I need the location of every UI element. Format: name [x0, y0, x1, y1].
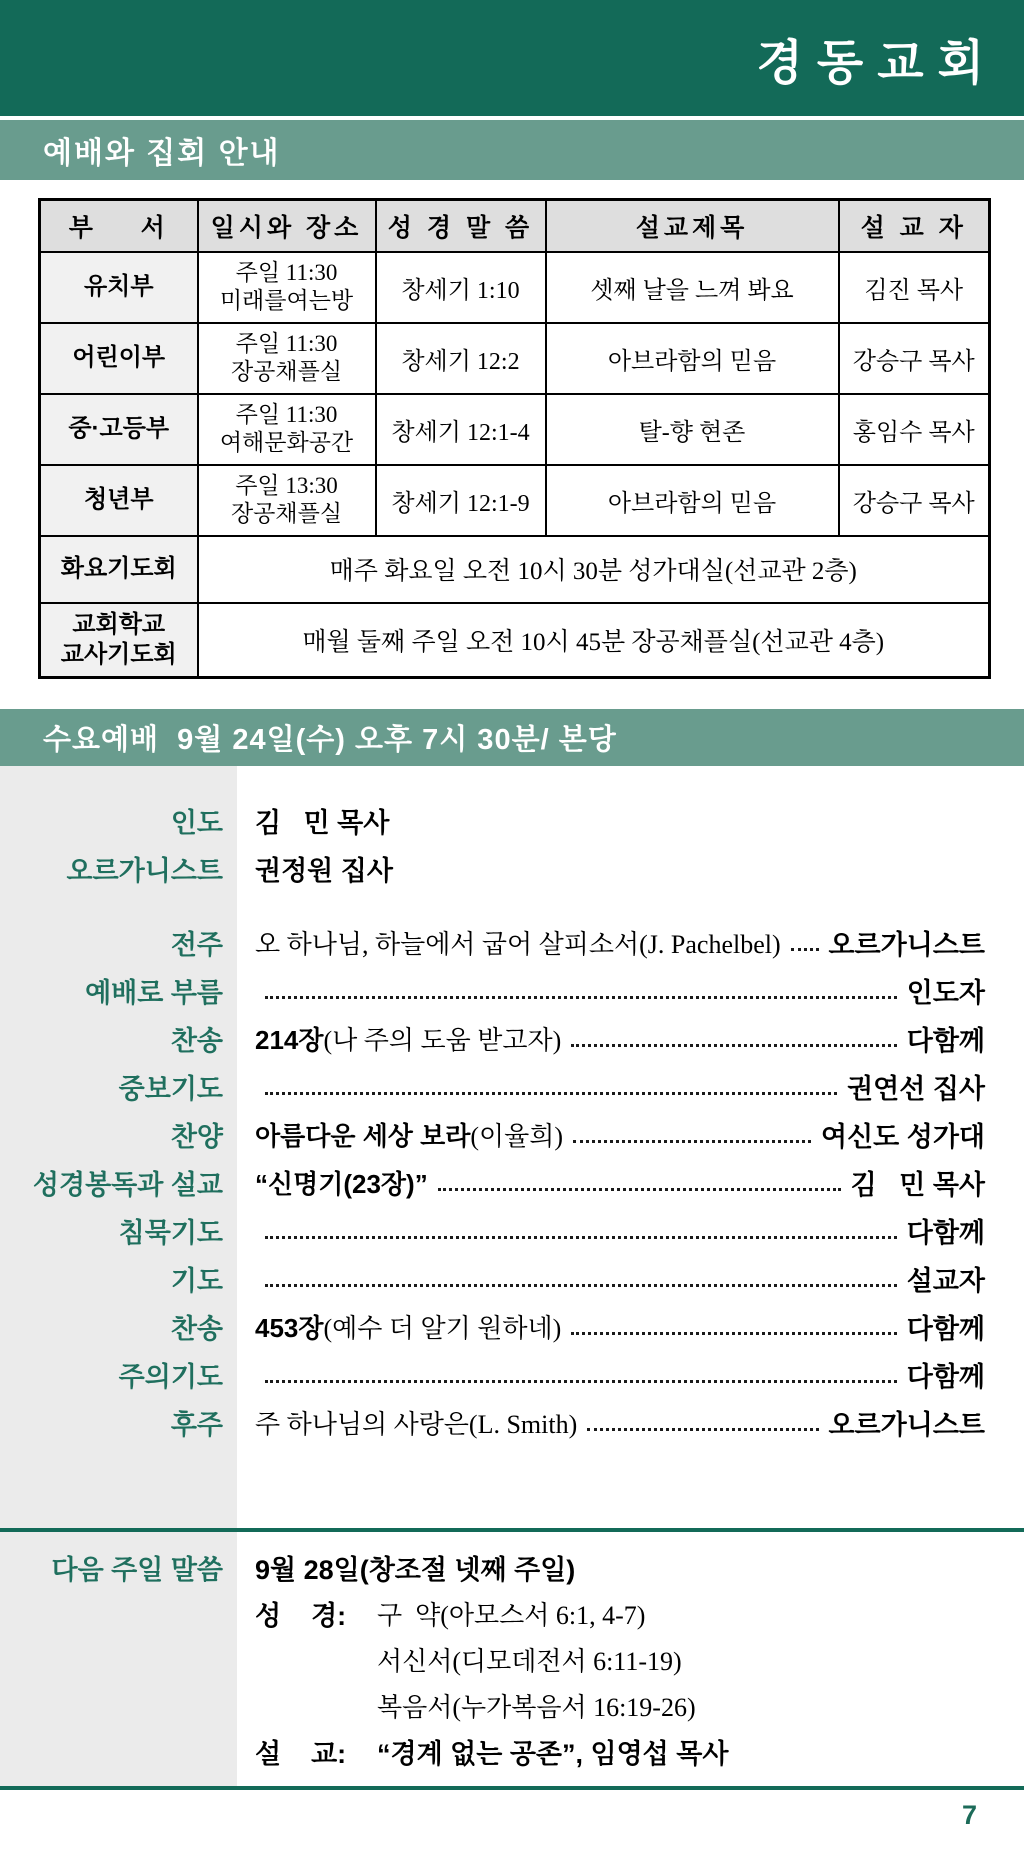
dept-cell [40, 603, 198, 678]
meeting-info-cell: 매주 화요일 오전 10시 30분 성가대실(선교관 2층) [198, 536, 990, 603]
meeting-info-cell: 매월 둘째 주일 오전 10시 45분 장공채플실(선교관 4층) [198, 603, 990, 678]
order-row [0, 1014, 1024, 1062]
sermon-title-cell: 아브라함의 믿음 [546, 465, 839, 536]
dotted-leader [571, 1317, 897, 1335]
order-performer: 다함께 [906, 1025, 985, 1056]
order-item-subtitle: (예수 더 알기 원하네) [323, 1313, 562, 1343]
sermon-label: 설 교: [255, 1738, 347, 1769]
dotted-leader [438, 1173, 841, 1191]
order-item-body [237, 1115, 1024, 1154]
order-row [0, 844, 1024, 892]
scripture-gospel: 복음서(누가복음서 16:19-26) [377, 1692, 696, 1722]
dotted-leader [571, 1029, 897, 1047]
next-week-label: 다음 주일 말씀 [51, 1554, 223, 1585]
preacher-cell: 김진 목사 [839, 252, 990, 323]
dept-line: 교회학교 [72, 610, 166, 638]
order-performer: 다함께 [906, 1313, 985, 1344]
dotted-leader [265, 1077, 837, 1095]
next-week-scripture-row [0, 1636, 1024, 1682]
order-of-worship [0, 766, 1024, 1528]
order-item-body [237, 1259, 1024, 1298]
order-performer: 인도자 [906, 977, 985, 1008]
sermon-title-and-preacher: “경계 없는 공존”, 임영섭 목사 [377, 1738, 729, 1769]
order-performer: 여신도 성가대 [821, 1121, 985, 1152]
wednesday-service-bar [0, 709, 1024, 766]
next-week-scripture-row [0, 1590, 1024, 1636]
sermon-title-cell: 아브라함의 믿음 [546, 323, 839, 394]
order-item-label: 찬송 [170, 1313, 223, 1344]
next-week-section [0, 1532, 1024, 1786]
wednesday-service-title: 수요예배 9월 24일(수) 오후 7시 30분/ 본당 [43, 724, 617, 756]
sermon-title-cell: 셋째 날을 느껴 봐요 [546, 252, 839, 323]
dept-cell [40, 536, 198, 603]
next-week-scripture-row [0, 1682, 1024, 1728]
scripture-old-testament: 구 약(아모스서 6:1, 4-7) [377, 1600, 646, 1630]
time-place-cell [198, 394, 376, 465]
table-header-cell: 설 교 자 [839, 200, 990, 252]
footer [0, 1790, 1024, 1841]
order-item-title: 453장 [255, 1312, 324, 1343]
dept-cell: 유치부 [40, 252, 198, 323]
order-row [0, 1254, 1024, 1302]
order-performer: 오르가니스트 [828, 1409, 985, 1440]
order-row [0, 1158, 1024, 1206]
scripture-label: 성 경: [255, 1600, 347, 1631]
order-item-text: 주 하나님의 사랑은(L. Smith) [255, 1409, 578, 1439]
time-place-line: 주일 11:30 [235, 259, 338, 285]
dotted-leader [573, 1125, 811, 1143]
table-row [40, 323, 990, 394]
order-row [0, 1398, 1024, 1446]
order-row [0, 1350, 1024, 1398]
order-performer: 다함께 [906, 1361, 985, 1392]
order-item-label: 찬송 [170, 1025, 223, 1056]
order-item-body [237, 923, 1024, 962]
order-item-body [237, 1355, 1024, 1394]
order-item-title: 아름다운 세상 보라 [255, 1120, 471, 1151]
order-value: 김 민 목사 [255, 807, 390, 838]
preacher-cell: 강승구 목사 [839, 323, 990, 394]
order-item-body [237, 801, 1024, 840]
dotted-leader [265, 1221, 897, 1239]
order-performer: 김 민 목사 [850, 1169, 985, 1200]
order-item-body [237, 971, 1024, 1010]
order-item-label: 오르가니스트 [66, 855, 223, 886]
table-row [40, 603, 990, 678]
service-schedule-table [38, 198, 991, 679]
order-performer: 권연선 집사 [847, 1073, 985, 1104]
time-place-cell [198, 465, 376, 536]
sermon-title-cell: 탈-향 현존 [546, 394, 839, 465]
table-header-cell: 일시와 장소 [198, 200, 376, 252]
order-row [0, 1302, 1024, 1350]
time-place-line: 장공채플실 [230, 501, 343, 526]
next-week-date: 9월 28일(창조절 넷째 주일) [255, 1554, 576, 1585]
table-row [40, 394, 990, 465]
church-logo: 경동교회 [756, 34, 998, 91]
scripture-cell: 창세기 12:1-9 [376, 465, 546, 536]
order-item-label: 전주 [170, 929, 223, 960]
preacher-cell: 강승구 목사 [839, 465, 990, 536]
next-week-sermon-row [0, 1728, 1024, 1774]
dept-line: 교사기도회 [60, 640, 177, 668]
order-item-label: 찬양 [170, 1121, 223, 1152]
order-item-label: 예배로 부름 [85, 977, 223, 1008]
table-header-cell: 성 경 말 씀 [376, 200, 546, 252]
order-item-subtitle: (나 주의 도움 받고자) [323, 1025, 562, 1055]
order-item-title: 214장 [255, 1024, 324, 1055]
table-header-cell: 부 서 [40, 200, 198, 252]
order-row [0, 1062, 1024, 1110]
time-place-line: 주일 13:30 [235, 472, 338, 498]
order-value: 권정원 집사 [255, 855, 393, 886]
order-row [0, 966, 1024, 1014]
time-place-cell [198, 323, 376, 394]
dept-cell: 중·고등부 [40, 394, 198, 465]
dept-line: 화요기도회 [60, 555, 177, 582]
scripture-epistle: 서신서(디모데전서 6:11-19) [377, 1646, 682, 1676]
order-item-label: 주의기도 [118, 1361, 223, 1392]
dotted-leader [265, 981, 897, 999]
dotted-leader [587, 1413, 818, 1431]
order-item-body [237, 1067, 1024, 1106]
order-item-label: 후주 [170, 1409, 223, 1440]
order-performer: 오르가니스트 [828, 929, 985, 960]
table-row [40, 536, 990, 603]
order-item-body [237, 849, 1024, 888]
order-item-body [237, 1403, 1024, 1442]
dotted-leader [791, 933, 819, 951]
order-row [0, 796, 1024, 844]
scripture-cell: 창세기 12:1-4 [376, 394, 546, 465]
worship-guide-section-title: 예배와 집회 안내 [43, 137, 281, 170]
scripture-cell: 창세기 12:2 [376, 323, 546, 394]
header-band [0, 0, 1024, 116]
order-item-text: 오 하나님, 하늘에서 굽어 살피소서(J. Pachelbel) [255, 929, 781, 959]
time-place-cell [198, 252, 376, 323]
table-header-cell: 설교제목 [546, 200, 839, 252]
order-performer: 다함께 [906, 1217, 985, 1248]
time-place-line: 장공채플실 [230, 359, 343, 384]
order-item-title: “신명기(23장)” [255, 1168, 428, 1199]
order-item-body [237, 1019, 1024, 1058]
order-item-label: 인도 [170, 807, 223, 838]
order-item-label: 중보기도 [118, 1073, 223, 1104]
order-item-label: 기도 [170, 1265, 223, 1296]
dept-cell: 청년부 [40, 465, 198, 536]
order-item-body [237, 1163, 1024, 1202]
time-place-line: 주일 11:30 [235, 401, 338, 427]
time-place-line: 주일 11:30 [235, 330, 338, 356]
scripture-cell: 창세기 1:10 [376, 252, 546, 323]
time-place-line: 미래를여는방 [219, 288, 354, 313]
dept-cell: 어린이부 [40, 323, 198, 394]
table-row [40, 252, 990, 323]
table-row [40, 465, 990, 536]
worship-guide-section-bar [0, 120, 1024, 180]
next-week-date-row [0, 1544, 1024, 1590]
order-row [0, 918, 1024, 966]
order-performer: 설교자 [906, 1265, 985, 1296]
order-item-body [237, 1211, 1024, 1250]
order-row [0, 1110, 1024, 1158]
order-item-label: 침묵기도 [118, 1217, 223, 1248]
order-row [0, 1206, 1024, 1254]
dotted-leader [265, 1269, 897, 1287]
table-header-row [40, 200, 990, 252]
schedule-table-wrap [38, 198, 988, 679]
page-number: 7 [961, 1800, 977, 1830]
order-item-label: 성경봉독과 설교 [32, 1169, 223, 1200]
order-item-body [237, 1307, 1024, 1346]
dotted-leader [265, 1365, 897, 1383]
time-place-line: 여해문화공간 [219, 430, 354, 455]
preacher-cell: 홍임수 목사 [839, 394, 990, 465]
order-item-subtitle: (이율희) [470, 1121, 564, 1151]
